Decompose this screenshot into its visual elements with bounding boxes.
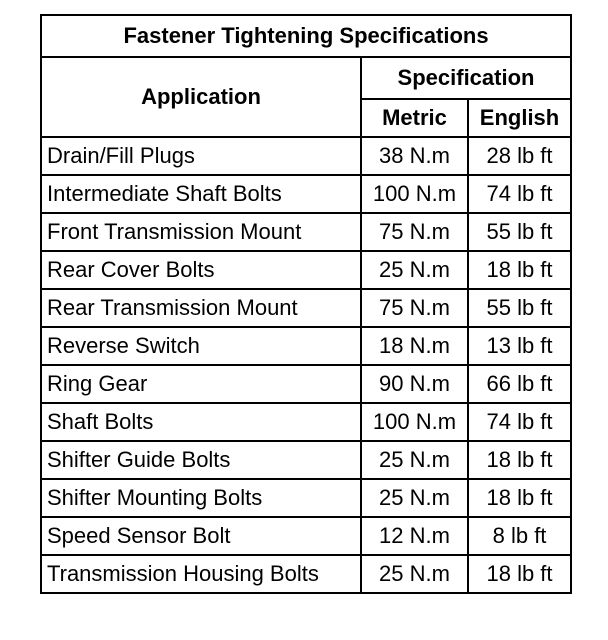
english-cell: 55 lb ft <box>468 289 571 327</box>
metric-cell: 90 N.m <box>361 365 468 403</box>
application-cell: Intermediate Shaft Bolts <box>41 175 361 213</box>
application-cell: Drain/Fill Plugs <box>41 137 361 175</box>
table-title: Fastener Tightening Specifications <box>41 15 571 57</box>
table-row <box>41 517 571 555</box>
application-cell: Transmission Housing Bolts <box>41 555 361 593</box>
header-row-1 <box>41 57 571 99</box>
application-cell: Rear Cover Bolts <box>41 251 361 289</box>
application-cell: Ring Gear <box>41 365 361 403</box>
table-row <box>41 555 571 593</box>
table-row <box>41 365 571 403</box>
metric-cell: 25 N.m <box>361 441 468 479</box>
application-header: Application <box>41 57 361 137</box>
english-header: English <box>468 99 571 137</box>
english-cell: 18 lb ft <box>468 251 571 289</box>
english-cell: 18 lb ft <box>468 479 571 517</box>
application-cell: Shifter Mounting Bolts <box>41 479 361 517</box>
application-cell: Reverse Switch <box>41 327 361 365</box>
metric-cell: 25 N.m <box>361 251 468 289</box>
table-row <box>41 441 571 479</box>
metric-cell: 18 N.m <box>361 327 468 365</box>
metric-cell: 100 N.m <box>361 403 468 441</box>
metric-cell: 12 N.m <box>361 517 468 555</box>
application-cell: Shaft Bolts <box>41 403 361 441</box>
metric-cell: 25 N.m <box>361 555 468 593</box>
table-row <box>41 403 571 441</box>
table-row <box>41 213 571 251</box>
metric-header: Metric <box>361 99 468 137</box>
metric-cell: 75 N.m <box>361 289 468 327</box>
table-row <box>41 251 571 289</box>
english-cell: 13 lb ft <box>468 327 571 365</box>
table-row <box>41 289 571 327</box>
application-cell: Front Transmission Mount <box>41 213 361 251</box>
english-cell: 74 lb ft <box>468 175 571 213</box>
table-row <box>41 479 571 517</box>
english-cell: 55 lb ft <box>468 213 571 251</box>
metric-cell: 75 N.m <box>361 213 468 251</box>
english-cell: 28 lb ft <box>468 137 571 175</box>
table-row <box>41 327 571 365</box>
application-cell: Speed Sensor Bolt <box>41 517 361 555</box>
table-body <box>41 137 571 593</box>
english-cell: 18 lb ft <box>468 441 571 479</box>
application-cell: Shifter Guide Bolts <box>41 441 361 479</box>
table-row <box>41 137 571 175</box>
metric-cell: 100 N.m <box>361 175 468 213</box>
english-cell: 66 lb ft <box>468 365 571 403</box>
metric-cell: 25 N.m <box>361 479 468 517</box>
metric-cell: 38 N.m <box>361 137 468 175</box>
application-cell: Rear Transmission Mount <box>41 289 361 327</box>
fastener-spec-table <box>40 14 572 594</box>
english-cell: 18 lb ft <box>468 555 571 593</box>
title-row <box>41 15 571 57</box>
english-cell: 8 lb ft <box>468 517 571 555</box>
table-row <box>41 175 571 213</box>
specification-header: Specification <box>361 57 571 99</box>
english-cell: 74 lb ft <box>468 403 571 441</box>
